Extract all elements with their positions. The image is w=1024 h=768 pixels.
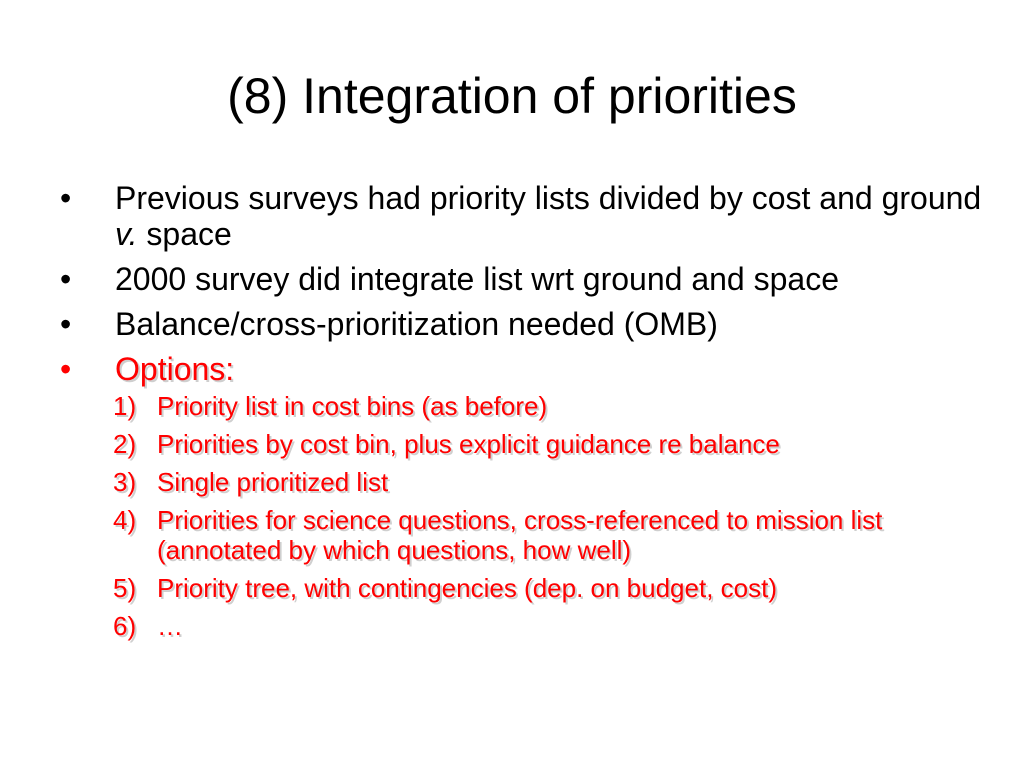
option-item-1 — [113, 391, 990, 421]
bullet-item-2000-survey — [60, 261, 990, 297]
option-number: 5) — [113, 573, 137, 603]
option-text: Single prioritized list — [157, 467, 389, 497]
option-text: … — [157, 611, 183, 641]
option-item-2 — [113, 429, 990, 459]
option-item-5 — [113, 573, 990, 603]
option-text: Priorities for science questions, cross-referenced to mission list (annotated by which questions, how well) — [157, 505, 883, 565]
bullet-dot-icon: • — [60, 351, 72, 387]
bullet-item-balance — [60, 306, 990, 342]
option-text: Priority tree, with contingencies (dep. on budget, cost) — [157, 573, 777, 603]
option-number: 4) — [113, 505, 137, 535]
option-number: 1) — [113, 391, 137, 421]
bullet-text: Previous surveys had priority lists divided by cost and ground v. space — [115, 180, 982, 252]
bullet-text: 2000 survey did integrate list wrt ground and space — [115, 261, 839, 297]
option-number: 2) — [113, 429, 137, 459]
options-list — [113, 391, 990, 641]
bullet-dot-icon: • — [60, 261, 72, 297]
bullet-item-previous-surveys — [60, 180, 990, 252]
bullet-list — [60, 180, 990, 650]
slide-title: (8) Integration of priorities — [227, 68, 797, 124]
bullet-dot-icon: • — [60, 306, 72, 342]
bullet-item-options — [60, 351, 990, 641]
option-number: 3) — [113, 467, 137, 497]
bullet-text: Options: — [115, 351, 235, 387]
option-item-4 — [113, 505, 990, 565]
option-item-3 — [113, 467, 990, 497]
bullet-dot-icon: • — [60, 180, 72, 216]
option-item-6 — [113, 611, 990, 641]
option-number: 6) — [113, 611, 137, 641]
option-text: Priorities by cost bin, plus explicit guidance re balance — [157, 429, 780, 459]
option-text: Priority list in cost bins (as before) — [157, 391, 548, 421]
bullet-text: Balance/cross-prioritization needed (OMB) — [115, 306, 718, 342]
